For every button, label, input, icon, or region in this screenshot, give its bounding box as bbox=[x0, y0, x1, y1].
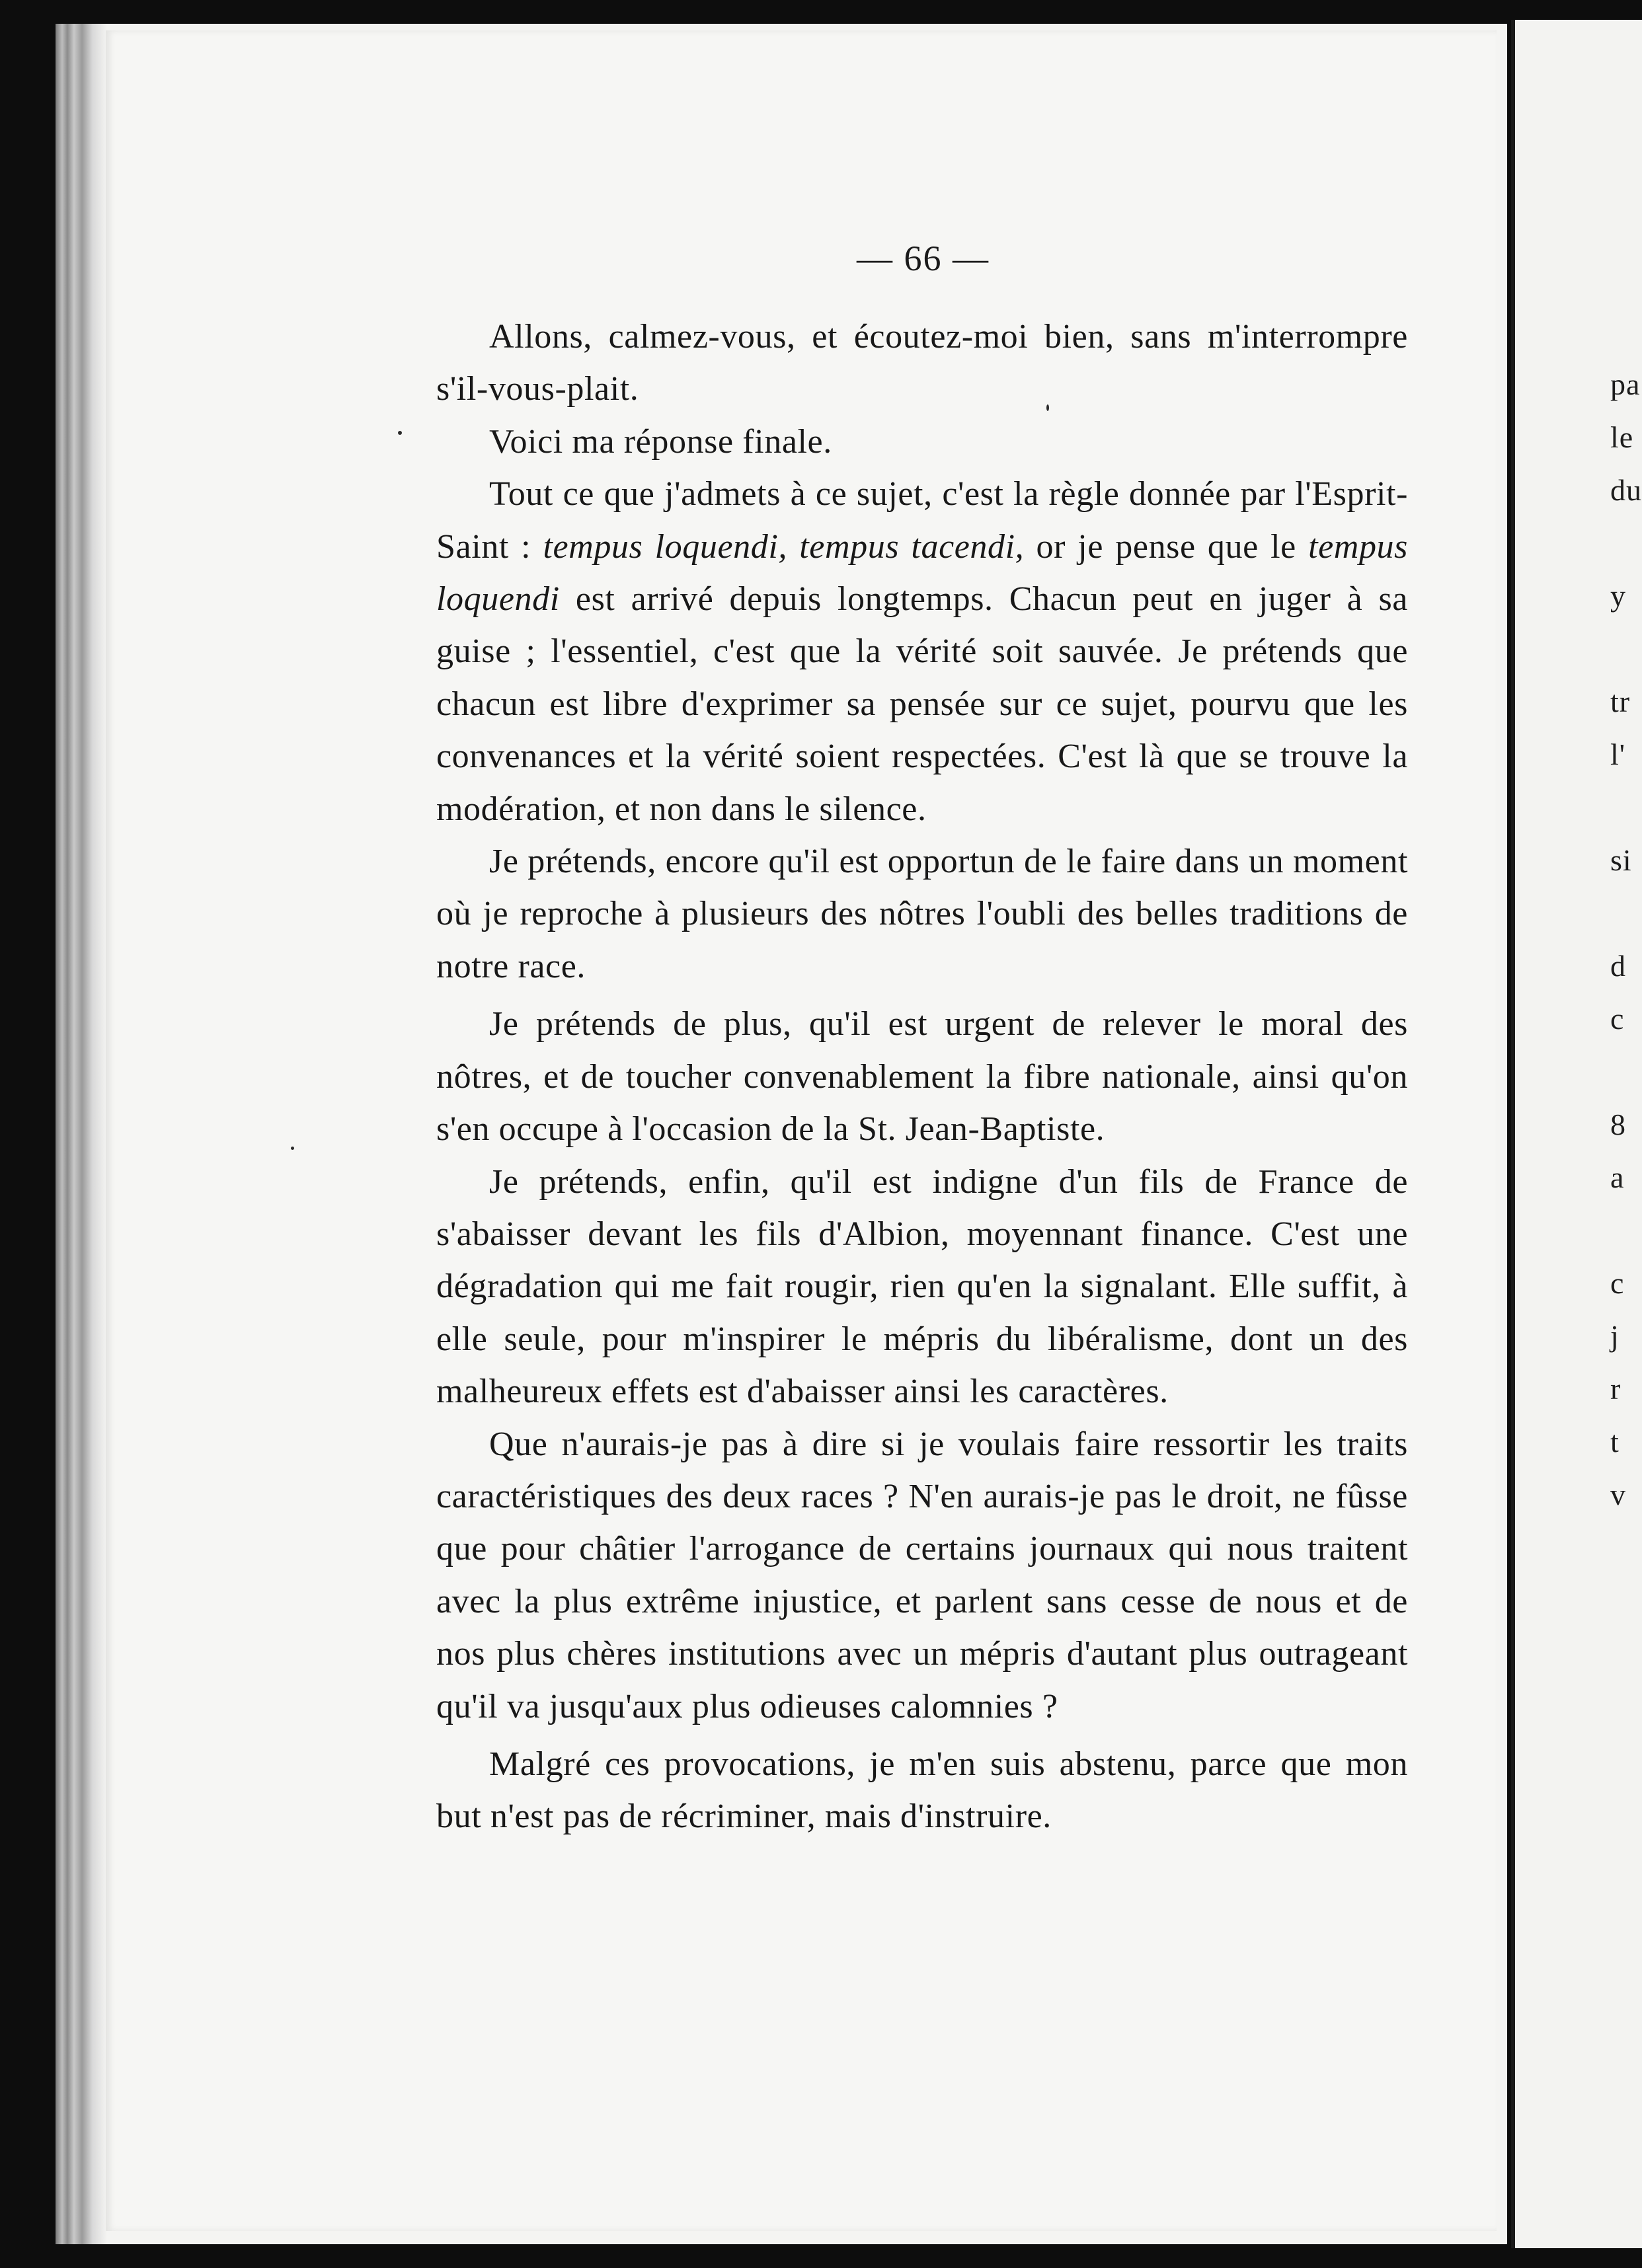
next-page-text: tr bbox=[1610, 685, 1631, 718]
paragraph-8: Malgré ces provocations, je m'en suis abstenu, parce que mon but n'est pas de récriminer, mais d'instruire. bbox=[436, 1745, 1408, 1836]
next-page-text: r bbox=[1610, 1372, 1622, 1406]
paragraph-2: Voici ma réponse finale. bbox=[489, 422, 832, 461]
paragraph-3-mid: or je pense que le bbox=[1024, 527, 1309, 566]
paragraph-6: Je prétends, enfin, qu'il est indigne d'un fils de France de s'abaisser devant les fils d'Albion, moyennant finance. C'est une dégradation qui me fait rougir, rien qu'en la signalant. Elle suffit, à elle seule, pour m'inspirer le mépris du libéralisme, dont un des malheureux effets est d'abaisser ainsi les caractères. bbox=[436, 1162, 1408, 1411]
next-page-text: v bbox=[1610, 1478, 1626, 1511]
paragraph-5: Je prétends de plus, qu'il est urgent de relever le moral des nôtres, et de toucher convenablement la fibre nationale, ainsi qu'on s'en occupe à l'occasion de la St. Jean-Baptiste. bbox=[436, 1005, 1408, 1149]
next-page-text: 8 bbox=[1610, 1108, 1626, 1141]
paragraph-4: Je prétends, encore qu'il est opportun de le faire dans un moment où je reproche à plusieurs des nôtres l'oubli des belles traditions de notre race. bbox=[436, 843, 1408, 985]
scan-speck bbox=[291, 1147, 294, 1150]
paragraph-3 bbox=[436, 468, 1408, 835]
latin-quote-1: tempus loquendi, tempus tacendi, bbox=[543, 527, 1025, 566]
latin-quote-2: tempus loquendi bbox=[436, 527, 1408, 619]
paragraph-7: Que n'aurais-je pas à dire si je voulais faire ressortir les traits caractéristiques des deux races ? N'en aurais-je pas le droit, ne fûsse que pour châtier l'arrogance de certains journaux qui nous traitent avec la plus extrême injustice, et parlent sans cesse de nous et de nos plus chères institutions avec un mépris d'autant plus outrageant qu'il va jusqu'aux plus odieuses calomnies ? bbox=[436, 1425, 1408, 1725]
body-text bbox=[436, 311, 1408, 1843]
next-page-text: a bbox=[1610, 1160, 1625, 1194]
scan-speck bbox=[398, 431, 402, 435]
next-page-text: c bbox=[1610, 1002, 1625, 1036]
next-page-fragment bbox=[1511, 20, 1642, 2248]
scan-speck bbox=[1046, 404, 1049, 411]
next-page-text: du bbox=[1610, 473, 1642, 507]
paragraph-1: Allons, calmez-vous, et écoutez-moi bien, sans m'interrompre s'il-vous-plait. bbox=[436, 318, 1408, 408]
page-number: — 66 — bbox=[857, 239, 990, 278]
paragraph-3-post: est arrivé depuis longtemps. Chacun peut en juger à sa guise ; l'essentiel, c'est que la vérité soit sauvée. Je prétends que chacun est libre d'exprimer sa pensée sur ce sujet, pourvu que les convenances et la vérité soient respectées. C'est là que se trouve la modération, et non dans le silence. bbox=[436, 580, 1408, 828]
next-page-text: t bbox=[1610, 1425, 1620, 1458]
next-page-text: si bbox=[1610, 843, 1632, 877]
next-page-text: c bbox=[1610, 1266, 1625, 1300]
paragraph-3-pre: Tout ce que j'admets à ce sujet, c'est la règle donnée par l'Esprit-Saint : bbox=[436, 475, 1408, 566]
next-page-text: y bbox=[1610, 579, 1626, 613]
next-page-text: j bbox=[1610, 1319, 1620, 1353]
next-page-text: l' bbox=[1610, 737, 1626, 771]
next-page-text: d bbox=[1610, 949, 1626, 983]
next-page-text: le bbox=[1610, 420, 1634, 454]
next-page-text: pa bbox=[1610, 367, 1641, 401]
